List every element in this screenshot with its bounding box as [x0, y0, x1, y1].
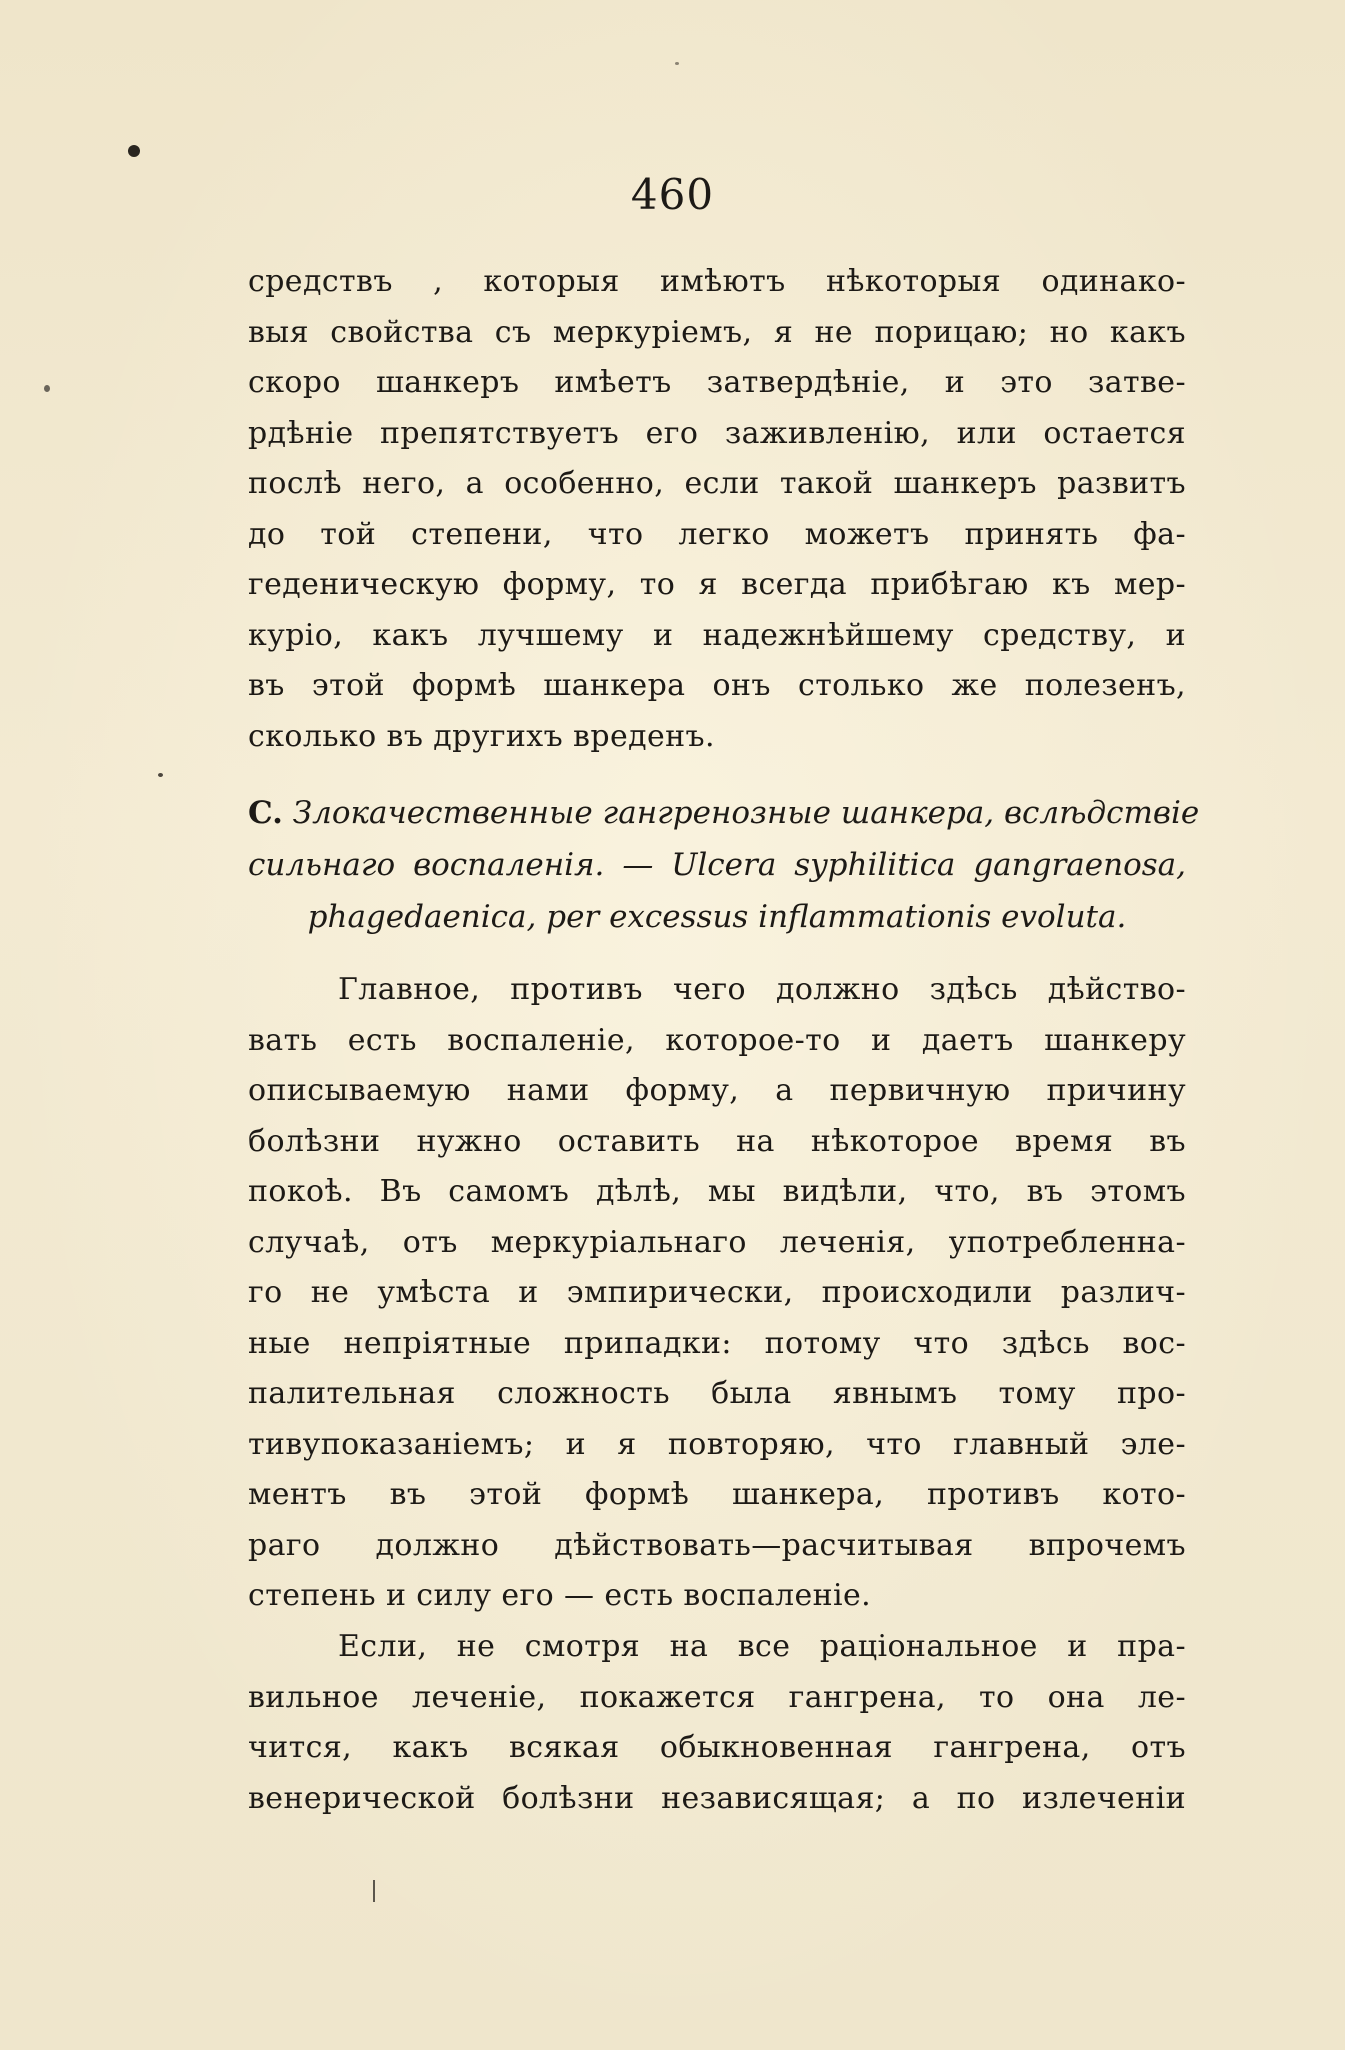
heading-line-3: phagedaenica, per excessus inflammationis evoluta.: [307, 899, 1127, 935]
paragraph-2: [248, 965, 1186, 1622]
ink-speck: [158, 773, 163, 777]
text-line: средствъ , которыя имѣютъ нѣкоторыя одинако-: [248, 264, 1186, 299]
text-line: случаѣ, отъ меркуріальнаго леченія, употребленна-: [248, 1224, 1186, 1260]
text-line: болѣзни нужно оставить на нѣкоторое время въ: [248, 1123, 1186, 1159]
text-line: венерической болѣзни независящая; а по излеченіи: [248, 1780, 1186, 1816]
text-line: вать есть воспаленіе, которое-то и даетъ шанкеру: [248, 1022, 1186, 1058]
text-line: послѣ него, а особенно, если такой шанкеръ развитъ: [248, 466, 1186, 501]
text-line: геденическую форму, то я всегда прибѣгаю къ мер-: [248, 567, 1186, 602]
text-line: скоро шанкеръ имѣетъ затвердѣніе, и это затве-: [248, 365, 1186, 400]
text-line: куріо, какъ лучшему и надежнѣйшему средству, и: [248, 617, 1186, 653]
text-line: сколько въ другихъ вреденъ.: [248, 718, 715, 754]
text-line: Главное, противъ чего должно здѣсь дѣйство-: [338, 972, 1186, 1007]
text-line: ные непріятные припадки: потому что здѣсь вос-: [248, 1325, 1186, 1361]
section-heading: [248, 787, 1200, 943]
text-line: въ этой формѣ шанкера онъ столько же полезенъ,: [248, 668, 1186, 703]
text-line: го не умѣста и эмпирически, происходили различ-: [248, 1275, 1186, 1310]
ink-speck: [128, 145, 140, 157]
scan-mark: [373, 1880, 375, 1902]
text-line: до той степени, что легко можетъ принять фа-: [248, 516, 1186, 552]
text-line: чится, какъ всякая обыкновенная гангрена, отъ: [248, 1730, 1186, 1765]
text-line: выя свойства съ меркуріемъ, я не порицаю; но какъ: [248, 314, 1186, 350]
paragraph-3: [248, 1622, 1186, 1824]
text-line: ментъ въ этой формѣ шанкера, противъ кото-: [248, 1477, 1186, 1512]
text-line: покоѣ. Въ самомъ дѣлѣ, мы видѣли, что, въ этомъ: [248, 1174, 1186, 1209]
ink-speck: [675, 62, 679, 65]
heading-line-2: сильнаго воспаленія. — Ulcera syphilitica gangraenosa,: [248, 847, 1186, 883]
heading-line-1: [248, 787, 1200, 839]
text-line: вильное леченіе, покажется гангрена, то она ле-: [248, 1679, 1186, 1715]
text-line: степень и силу его — есть воспаленіе.: [248, 1578, 872, 1613]
heading-title-ru: Злокачественные гангренозные шанкера, вслѣдствіе: [292, 795, 1200, 831]
paragraph-1: [248, 257, 1186, 762]
text-line: описываемую нами форму, а первичную причину: [248, 1073, 1186, 1108]
section-letter: C.: [248, 795, 283, 831]
text-line: Если, не смотря на все раціональное и пра-: [338, 1629, 1186, 1664]
text-line: палительная сложность была явнымъ тому про-: [248, 1376, 1186, 1411]
text-line: раго должно дѣйствовать—расчитывая впрочемъ: [248, 1527, 1186, 1563]
ink-speck: [44, 385, 50, 392]
text-line: рдѣніе препятствуетъ его заживленію, или остается: [248, 415, 1186, 451]
text-line: тивупоказаніемъ; и я повторяю, что главный эле-: [248, 1426, 1186, 1462]
page-number: 460: [630, 170, 715, 219]
